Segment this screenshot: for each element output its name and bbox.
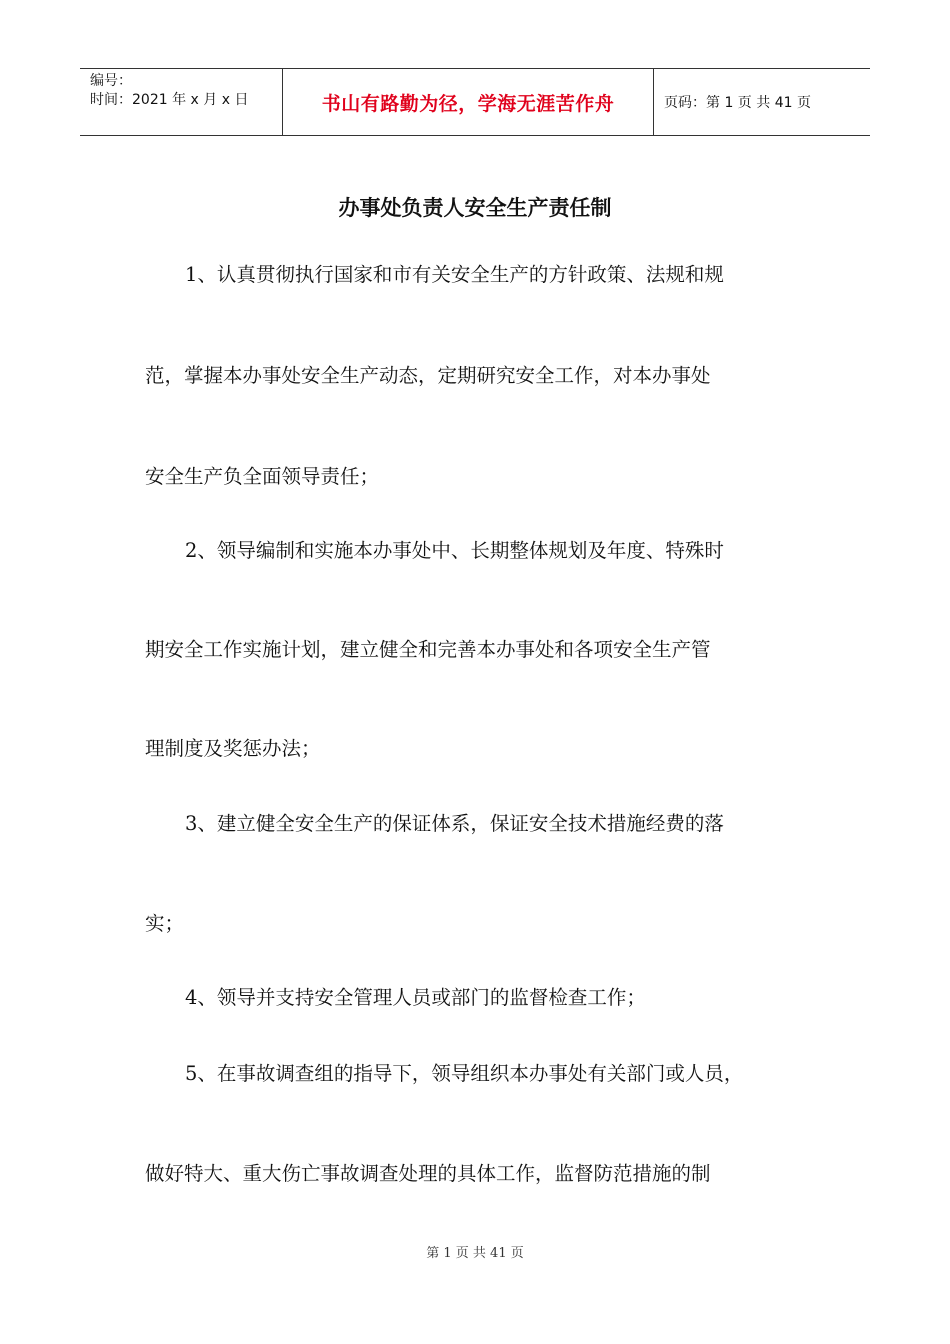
- document-time-label: 时间：2021 年 x 月 x 日: [90, 92, 249, 108]
- header-motto: 书山有路勤为径，学海无涯苦作舟: [282, 69, 654, 135]
- body-line: 4、领导并支持安全管理人员或部门的监督检查工作；: [185, 986, 646, 1009]
- page-footer: 第 1 页 共 41 页: [426, 1246, 524, 1261]
- page-header: [80, 68, 870, 136]
- header-page-info: 页码：第 1 页 共 41 页: [664, 95, 811, 111]
- body-line: 理制度及奖惩办法；: [145, 737, 321, 760]
- body-line: 范，掌握本办事处安全生产动态，定期研究安全工作，对本办事处: [145, 364, 711, 387]
- body-line: 实；: [145, 912, 185, 935]
- header-meta: [80, 69, 282, 135]
- body-line: 3、建立健全安全生产的保证体系，保证安全技术措施经费的落: [185, 812, 724, 835]
- document-number-label: 编号：: [90, 73, 132, 89]
- body-line: 做好特大、重大伤亡事故调查处理的具体工作，监督防范措施的制: [145, 1162, 711, 1185]
- body-line: 安全生产负全面领导责任；: [145, 465, 380, 488]
- body-line: 1、认真贯彻执行国家和市有关安全生产的方针政策、法规和规: [185, 263, 724, 286]
- body-line: 期安全工作实施计划，建立健全和完善本办事处和各项安全生产管: [145, 638, 711, 661]
- body-line: 5、在事故调查组的指导下，领导组织本办事处有关部门或人员，: [185, 1062, 744, 1085]
- document-title: 办事处负责人安全生产责任制: [338, 196, 612, 220]
- body-line: 2、领导编制和实施本办事处中、长期整体规划及年度、特殊时: [185, 539, 724, 562]
